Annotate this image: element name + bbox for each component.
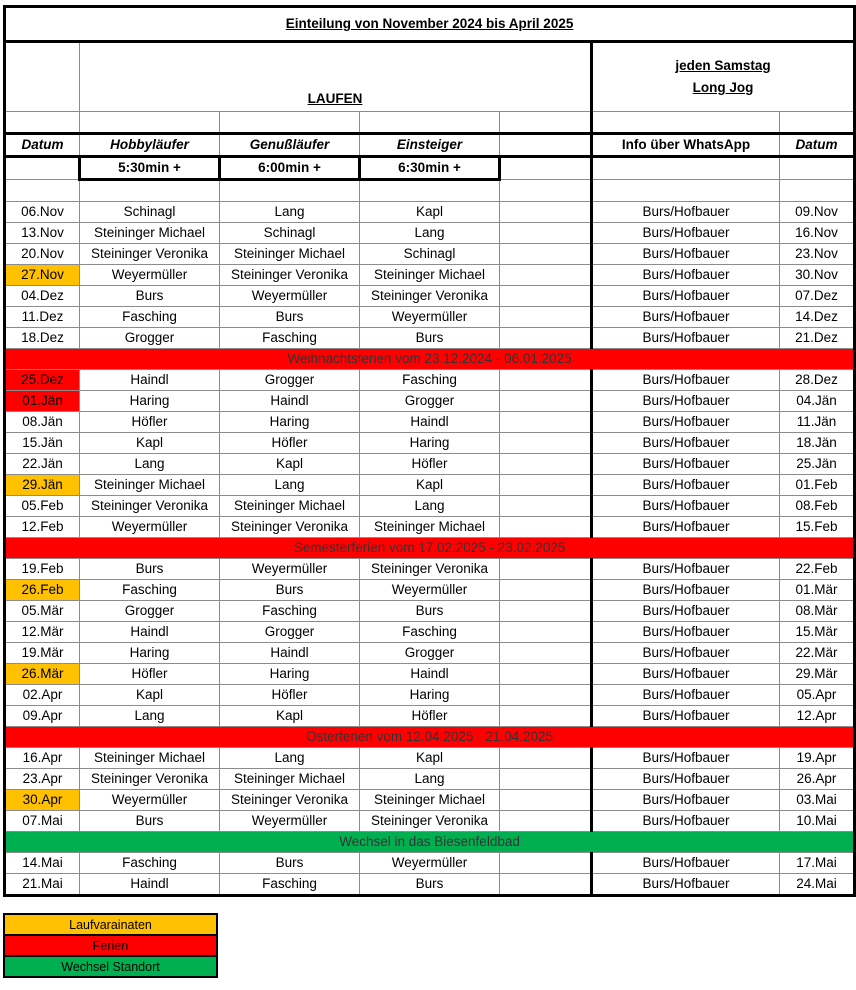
info-cell: Burs/Hofbauer bbox=[592, 265, 780, 286]
hobby-cell: Weyermüller bbox=[80, 517, 220, 538]
hobby-cell: Haring bbox=[80, 643, 220, 664]
empty-cell bbox=[500, 454, 592, 475]
date2-cell: 19.Apr bbox=[780, 748, 855, 769]
empty-cell bbox=[500, 664, 592, 685]
einsteiger-cell: Lang bbox=[360, 223, 500, 244]
date2-cell: 12.Apr bbox=[780, 706, 855, 727]
hobby-cell: Weyermüller bbox=[80, 265, 220, 286]
table-row bbox=[5, 622, 855, 643]
genuss-cell: Kapl bbox=[220, 706, 360, 727]
date-cell: 15.Jän bbox=[5, 433, 80, 454]
einsteiger-cell: Haindl bbox=[360, 412, 500, 433]
einsteiger-cell: Weyermüller bbox=[360, 580, 500, 601]
date2-cell: 07.Dez bbox=[780, 286, 855, 307]
legend-item: Ferien bbox=[4, 935, 217, 956]
info-cell: Burs/Hofbauer bbox=[592, 475, 780, 496]
genuss-cell: Steininger Veronika bbox=[220, 517, 360, 538]
band-text: Weihnachtsferien vom 23.12.2024 - 06.01.2025 bbox=[5, 349, 855, 370]
einsteiger-cell: Fasching bbox=[360, 370, 500, 391]
hobby-cell: Grogger bbox=[80, 601, 220, 622]
date2-cell: 16.Nov bbox=[780, 223, 855, 244]
genuss-cell: Weyermüller bbox=[220, 559, 360, 580]
date2-cell: 08.Feb bbox=[780, 496, 855, 517]
genuss-cell: Haring bbox=[220, 412, 360, 433]
date2-cell: 15.Mär bbox=[780, 622, 855, 643]
genuss-cell: Burs bbox=[220, 853, 360, 874]
table-row bbox=[5, 601, 855, 622]
date2-cell: 03.Mai bbox=[780, 790, 855, 811]
date2-cell: 01.Feb bbox=[780, 475, 855, 496]
einsteiger-cell: Grogger bbox=[360, 391, 500, 412]
empty-cell bbox=[500, 769, 592, 790]
empty-cell bbox=[500, 223, 592, 244]
empty-cell bbox=[500, 328, 592, 349]
date-cell: 06.Nov bbox=[5, 202, 80, 223]
table-row bbox=[5, 328, 855, 349]
date2-cell: 01.Mär bbox=[780, 580, 855, 601]
einsteiger-cell: Kapl bbox=[360, 475, 500, 496]
hobby-cell: Burs bbox=[80, 811, 220, 832]
empty-cell bbox=[500, 685, 592, 706]
info-cell: Burs/Hofbauer bbox=[592, 580, 780, 601]
genuss-cell: Lang bbox=[220, 202, 360, 223]
samstag-line1: jeden Samstag bbox=[675, 58, 771, 73]
date2-cell: 22.Mär bbox=[780, 643, 855, 664]
hobby-cell: Fasching bbox=[80, 307, 220, 328]
date-cell: 01.Jän bbox=[5, 391, 80, 412]
table-row bbox=[5, 370, 855, 391]
info-cell: Burs/Hofbauer bbox=[592, 769, 780, 790]
genuss-cell: Kapl bbox=[220, 454, 360, 475]
page-title: Einteilung von November 2024 bis April 2025 bbox=[5, 7, 855, 42]
info-cell: Burs/Hofbauer bbox=[592, 391, 780, 412]
genuss-cell: Steininger Michael bbox=[220, 496, 360, 517]
info-cell: Burs/Hofbauer bbox=[592, 706, 780, 727]
genuss-cell: Fasching bbox=[220, 874, 360, 896]
einsteiger-cell: Steininger Michael bbox=[360, 265, 500, 286]
einsteiger-cell: Kapl bbox=[360, 202, 500, 223]
date-cell: 21.Mai bbox=[5, 874, 80, 896]
header-datum: Datum bbox=[5, 134, 80, 157]
einsteiger-cell: Burs bbox=[360, 328, 500, 349]
header-einsteiger: Einsteiger bbox=[360, 134, 500, 157]
info-cell: Burs/Hofbauer bbox=[592, 433, 780, 454]
info-cell: Burs/Hofbauer bbox=[592, 643, 780, 664]
hobby-cell: Steininger Veronika bbox=[80, 496, 220, 517]
date-cell: 08.Jän bbox=[5, 412, 80, 433]
table-row bbox=[5, 559, 855, 580]
date2-cell: 29.Mär bbox=[780, 664, 855, 685]
hobby-cell: Haindl bbox=[80, 622, 220, 643]
date-cell: 20.Nov bbox=[5, 244, 80, 265]
table-row bbox=[5, 223, 855, 244]
empty-cell bbox=[500, 559, 592, 580]
info-cell: Burs/Hofbauer bbox=[592, 454, 780, 475]
einsteiger-cell: Steininger Veronika bbox=[360, 286, 500, 307]
date-cell: 27.Nov bbox=[5, 265, 80, 286]
empty-cell bbox=[500, 811, 592, 832]
table-row bbox=[5, 475, 855, 496]
genuss-cell: Grogger bbox=[220, 622, 360, 643]
hobby-cell: Kapl bbox=[80, 433, 220, 454]
info-cell: Burs/Hofbauer bbox=[592, 307, 780, 328]
empty-cell bbox=[500, 580, 592, 601]
empty-cell bbox=[500, 202, 592, 223]
date-cell: 07.Mai bbox=[5, 811, 80, 832]
hobby-cell: Kapl bbox=[80, 685, 220, 706]
einsteiger-cell: Höfler bbox=[360, 454, 500, 475]
empty-cell bbox=[500, 853, 592, 874]
einsteiger-cell: Steininger Michael bbox=[360, 790, 500, 811]
date-cell: 11.Dez bbox=[5, 307, 80, 328]
empty-cell bbox=[500, 517, 592, 538]
hobby-cell: Lang bbox=[80, 706, 220, 727]
genuss-cell: Schinagl bbox=[220, 223, 360, 244]
genuss-cell: Fasching bbox=[220, 328, 360, 349]
einsteiger-cell: Steininger Veronika bbox=[360, 811, 500, 832]
band-text: Osterferien vom 12.04.2025 - 21.04.2025 bbox=[5, 727, 855, 748]
empty-cell bbox=[500, 601, 592, 622]
empty-cell bbox=[500, 475, 592, 496]
table-row bbox=[5, 811, 855, 832]
empty-cell bbox=[500, 874, 592, 896]
info-cell: Burs/Hofbauer bbox=[592, 286, 780, 307]
table-row bbox=[5, 580, 855, 601]
info-cell: Burs/Hofbauer bbox=[592, 412, 780, 433]
empty-cell bbox=[500, 706, 592, 727]
band-text: Semesterferien vom 17.02.2025 - 23.02.2025 bbox=[5, 538, 855, 559]
hobby-cell: Haring bbox=[80, 391, 220, 412]
empty-cell bbox=[500, 412, 592, 433]
hobby-cell: Burs bbox=[80, 286, 220, 307]
table-row bbox=[5, 202, 855, 223]
hobby-cell: Höfler bbox=[80, 664, 220, 685]
date-cell: 29.Jän bbox=[5, 475, 80, 496]
empty-cell bbox=[500, 790, 592, 811]
einsteiger-cell: Weyermüller bbox=[360, 307, 500, 328]
info-cell: Burs/Hofbauer bbox=[592, 664, 780, 685]
date2-cell: 11.Jän bbox=[780, 412, 855, 433]
date2-cell: 17.Mai bbox=[780, 853, 855, 874]
einsteiger-cell: Lang bbox=[360, 769, 500, 790]
date2-cell: 09.Nov bbox=[780, 202, 855, 223]
info-cell: Burs/Hofbauer bbox=[592, 244, 780, 265]
einsteiger-cell: Steininger Michael bbox=[360, 517, 500, 538]
band-row bbox=[5, 832, 855, 853]
info-cell: Burs/Hofbauer bbox=[592, 559, 780, 580]
table-row bbox=[5, 454, 855, 475]
hobby-cell: Fasching bbox=[80, 580, 220, 601]
table-row bbox=[5, 706, 855, 727]
genuss-cell: Steininger Michael bbox=[220, 244, 360, 265]
hobby-cell: Burs bbox=[80, 559, 220, 580]
header-genuss: Genußläufer bbox=[220, 134, 360, 157]
einsteiger-cell: Höfler bbox=[360, 706, 500, 727]
date2-cell: 26.Apr bbox=[780, 769, 855, 790]
table-row bbox=[5, 307, 855, 328]
info-cell: Burs/Hofbauer bbox=[592, 202, 780, 223]
empty-cell bbox=[500, 307, 592, 328]
info-cell: Burs/Hofbauer bbox=[592, 601, 780, 622]
empty-cell bbox=[500, 265, 592, 286]
table-row bbox=[5, 286, 855, 307]
date-cell: 23.Apr bbox=[5, 769, 80, 790]
einsteiger-cell: Weyermüller bbox=[360, 853, 500, 874]
table-row bbox=[5, 496, 855, 517]
date-cell: 13.Nov bbox=[5, 223, 80, 244]
band-row bbox=[5, 538, 855, 559]
header-hobby: Hobbyläufer bbox=[80, 134, 220, 157]
hobby-cell: Fasching bbox=[80, 853, 220, 874]
genuss-cell: Fasching bbox=[220, 601, 360, 622]
date2-cell: 24.Mai bbox=[780, 874, 855, 896]
einsteiger-cell: Burs bbox=[360, 874, 500, 896]
genuss-cell: Lang bbox=[220, 748, 360, 769]
einsteiger-cell: Haring bbox=[360, 433, 500, 454]
pace-hobby: 5:30min + bbox=[80, 157, 220, 180]
info-cell: Burs/Hofbauer bbox=[592, 748, 780, 769]
table-row bbox=[5, 244, 855, 265]
hobby-cell: Weyermüller bbox=[80, 790, 220, 811]
band-row bbox=[5, 727, 855, 748]
table-row bbox=[5, 643, 855, 664]
empty-cell bbox=[500, 496, 592, 517]
einsteiger-cell: Steininger Veronika bbox=[360, 559, 500, 580]
genuss-cell: Grogger bbox=[220, 370, 360, 391]
empty-cell bbox=[500, 433, 592, 454]
date2-cell: 21.Dez bbox=[780, 328, 855, 349]
date2-cell: 04.Jän bbox=[780, 391, 855, 412]
date-cell: 09.Apr bbox=[5, 706, 80, 727]
einsteiger-cell: Lang bbox=[360, 496, 500, 517]
genuss-cell: Höfler bbox=[220, 433, 360, 454]
date-cell: 02.Apr bbox=[5, 685, 80, 706]
table-row bbox=[5, 790, 855, 811]
genuss-cell: Haindl bbox=[220, 391, 360, 412]
genuss-cell: Steininger Veronika bbox=[220, 790, 360, 811]
einsteiger-cell: Kapl bbox=[360, 748, 500, 769]
table-row bbox=[5, 664, 855, 685]
date2-cell: 08.Mär bbox=[780, 601, 855, 622]
hobby-cell: Höfler bbox=[80, 412, 220, 433]
header-info: Info über WhatsApp bbox=[592, 134, 780, 157]
date2-cell: 23.Nov bbox=[780, 244, 855, 265]
hobby-cell: Haindl bbox=[80, 874, 220, 896]
date2-cell: 25.Jän bbox=[780, 454, 855, 475]
date-cell: 22.Jän bbox=[5, 454, 80, 475]
legend-item: Laufvarainaten bbox=[4, 914, 217, 935]
date2-cell: 14.Dez bbox=[780, 307, 855, 328]
genuss-cell: Weyermüller bbox=[220, 811, 360, 832]
table-row bbox=[5, 769, 855, 790]
date2-cell: 22.Feb bbox=[780, 559, 855, 580]
einsteiger-cell: Schinagl bbox=[360, 244, 500, 265]
date-cell: 05.Mär bbox=[5, 601, 80, 622]
date-cell: 12.Mär bbox=[5, 622, 80, 643]
date-cell: 04.Dez bbox=[5, 286, 80, 307]
legend bbox=[3, 913, 218, 978]
date-cell: 16.Apr bbox=[5, 748, 80, 769]
table-row bbox=[5, 433, 855, 454]
genuss-cell: Steininger Veronika bbox=[220, 265, 360, 286]
table-row bbox=[5, 391, 855, 412]
table-row bbox=[5, 874, 855, 896]
empty-cell bbox=[500, 286, 592, 307]
info-cell: Burs/Hofbauer bbox=[592, 622, 780, 643]
table-row bbox=[5, 748, 855, 769]
genuss-cell: Burs bbox=[220, 580, 360, 601]
legend-item: Wechsel Standort bbox=[4, 956, 217, 977]
info-cell: Burs/Hofbauer bbox=[592, 496, 780, 517]
date-cell: 26.Mär bbox=[5, 664, 80, 685]
pace-genuss: 6:00min + bbox=[220, 157, 360, 180]
genuss-cell: Lang bbox=[220, 475, 360, 496]
date-cell: 25.Dez bbox=[5, 370, 80, 391]
table-row bbox=[5, 265, 855, 286]
empty-cell bbox=[500, 622, 592, 643]
date-cell: 05.Feb bbox=[5, 496, 80, 517]
hobby-cell: Steininger Veronika bbox=[80, 244, 220, 265]
hobby-cell: Haindl bbox=[80, 370, 220, 391]
einsteiger-cell: Grogger bbox=[360, 643, 500, 664]
date2-cell: 30.Nov bbox=[780, 265, 855, 286]
empty-cell bbox=[500, 748, 592, 769]
genuss-cell: Burs bbox=[220, 307, 360, 328]
empty-cell bbox=[500, 370, 592, 391]
hobby-cell: Steininger Michael bbox=[80, 223, 220, 244]
info-cell: Burs/Hofbauer bbox=[592, 517, 780, 538]
date-cell: 30.Apr bbox=[5, 790, 80, 811]
schedule-table bbox=[3, 5, 856, 897]
empty-cell bbox=[500, 244, 592, 265]
genuss-cell: Haindl bbox=[220, 643, 360, 664]
header-datum2: Datum bbox=[780, 134, 855, 157]
hobby-cell: Steininger Veronika bbox=[80, 769, 220, 790]
date-cell: 19.Mär bbox=[5, 643, 80, 664]
date2-cell: 15.Feb bbox=[780, 517, 855, 538]
band-row bbox=[5, 349, 855, 370]
einsteiger-cell: Haindl bbox=[360, 664, 500, 685]
table-row bbox=[5, 517, 855, 538]
info-cell: Burs/Hofbauer bbox=[592, 328, 780, 349]
info-cell: Burs/Hofbauer bbox=[592, 223, 780, 244]
samstag-line2: Long Jog bbox=[692, 80, 754, 95]
empty-cell bbox=[500, 643, 592, 664]
hobby-cell: Steininger Michael bbox=[80, 475, 220, 496]
date-cell: 19.Feb bbox=[5, 559, 80, 580]
einsteiger-cell: Fasching bbox=[360, 622, 500, 643]
info-cell: Burs/Hofbauer bbox=[592, 685, 780, 706]
date2-cell: 18.Jän bbox=[780, 433, 855, 454]
table-row bbox=[5, 412, 855, 433]
info-cell: Burs/Hofbauer bbox=[592, 790, 780, 811]
info-cell: Burs/Hofbauer bbox=[592, 811, 780, 832]
empty-cell bbox=[500, 391, 592, 412]
info-cell: Burs/Hofbauer bbox=[592, 370, 780, 391]
table-row bbox=[5, 853, 855, 874]
einsteiger-cell: Haring bbox=[360, 685, 500, 706]
genuss-cell: Steininger Michael bbox=[220, 769, 360, 790]
hobby-cell: Grogger bbox=[80, 328, 220, 349]
einsteiger-cell: Burs bbox=[360, 601, 500, 622]
info-cell: Burs/Hofbauer bbox=[592, 853, 780, 874]
hobby-cell: Steininger Michael bbox=[80, 748, 220, 769]
date-cell: 12.Feb bbox=[5, 517, 80, 538]
date2-cell: 05.Apr bbox=[780, 685, 855, 706]
hobby-cell: Lang bbox=[80, 454, 220, 475]
pace-einsteiger: 6:30min + bbox=[360, 157, 500, 180]
hobby-cell: Schinagl bbox=[80, 202, 220, 223]
date2-cell: 28.Dez bbox=[780, 370, 855, 391]
table-row bbox=[5, 685, 855, 706]
section-laufen: LAUFEN bbox=[80, 42, 592, 112]
genuss-cell: Weyermüller bbox=[220, 286, 360, 307]
section-samstag bbox=[592, 42, 855, 112]
band-text: Wechsel in das Biesenfeldbad bbox=[5, 832, 855, 853]
genuss-cell: Höfler bbox=[220, 685, 360, 706]
date-cell: 18.Dez bbox=[5, 328, 80, 349]
date-cell: 26.Feb bbox=[5, 580, 80, 601]
info-cell: Burs/Hofbauer bbox=[592, 874, 780, 896]
genuss-cell: Haring bbox=[220, 664, 360, 685]
date2-cell: 10.Mai bbox=[780, 811, 855, 832]
date-cell: 14.Mai bbox=[5, 853, 80, 874]
